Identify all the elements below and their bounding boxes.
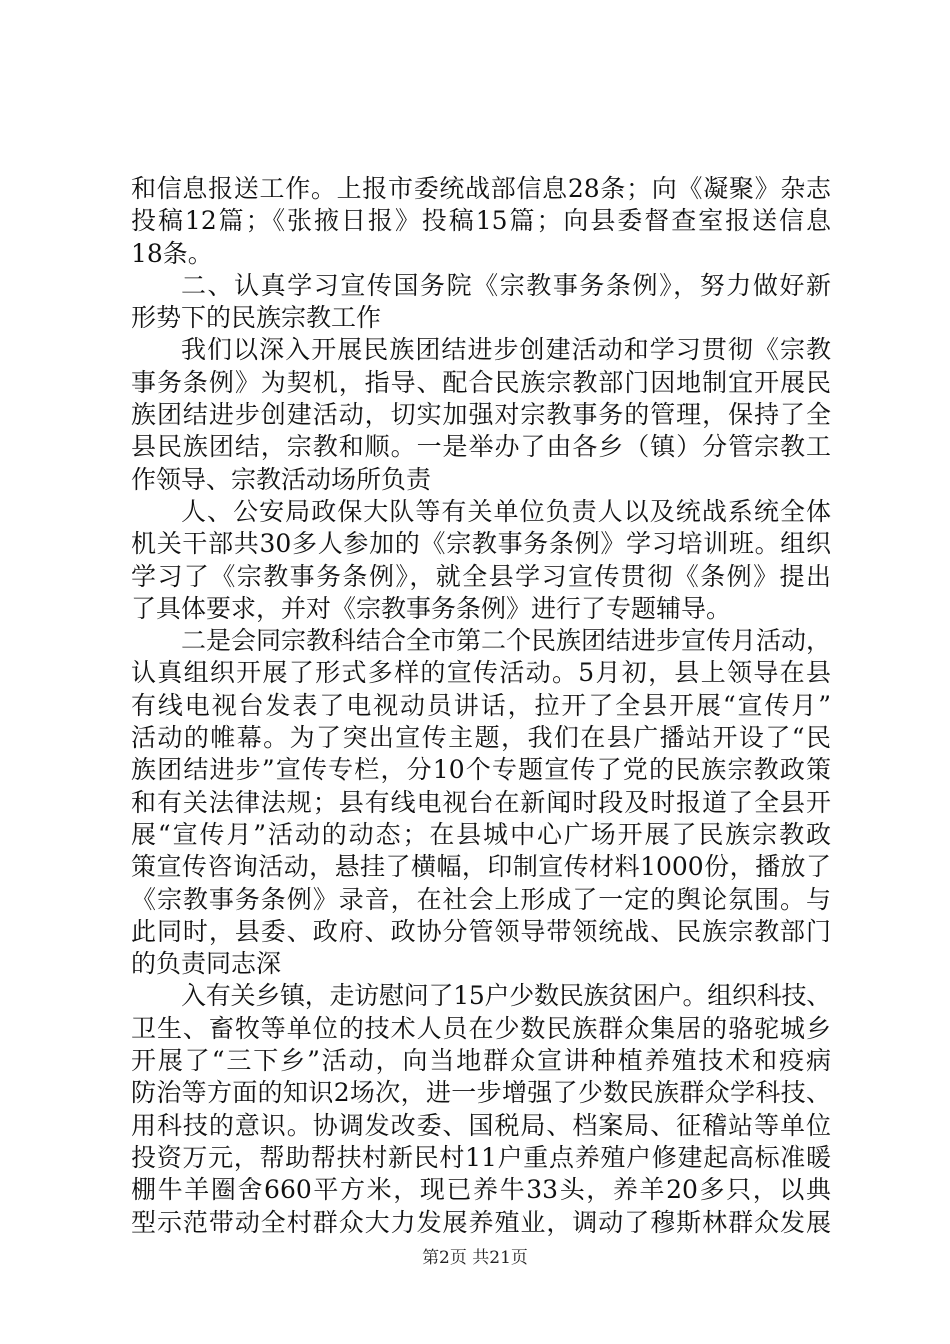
- text-line: 事务条例》为契机，指导、配合民族宗教部门因地制宜开展民: [131, 367, 831, 397]
- text-line: 活动的帷幕。为了突出宣传主题，我们在县广播站开设了“民: [131, 723, 831, 753]
- text-line: 防治等方面的知识2场次，进一步增强了少数民族群众学科技、: [131, 1078, 831, 1108]
- text-line: 入有关乡镇，走访慰问了15户少数民族贫困户。组织科技、: [181, 981, 831, 1011]
- page-footer: 第2页 共21页: [422, 1248, 528, 1268]
- text-line: 学习了《宗教事务条例》，就全县学习宣传贯彻《条例》提出: [131, 561, 831, 591]
- text-line: 和有关法律法规；县有线电视台在新闻时段及时报道了全县开: [131, 787, 831, 817]
- text-line: 认真组织开展了形式多样的宣传活动。5月初，县上领导在县: [131, 658, 831, 688]
- text-line: 策宣传咨询活动，悬挂了横幅，印制宣传材料1000份，播放了: [131, 852, 831, 882]
- text-line: 展“宣传月”活动的动态；在县城中心广场开展了民族宗教政: [131, 819, 831, 849]
- text-line: 和信息报送工作。上报市委统战部信息28条；向《凝聚》杂志: [131, 174, 831, 203]
- text-line: 投稿12篇；《张掖日报》投稿15篇；向县委督查室报送信息: [131, 206, 831, 236]
- text-line: 机关干部共30多人参加的《宗教事务条例》学习培训班。组织: [131, 529, 831, 559]
- text-line: 此同时，县委、政府、政协分管领导带领统战、民族宗教部门: [131, 916, 831, 946]
- text-line: 投资万元，帮助帮扶村新民村11户重点养殖户修建起高标准暖: [131, 1142, 831, 1172]
- text-line: 二是会同宗教科结合全市第二个民族团结进步宣传月活动，: [181, 626, 832, 656]
- text-line: 的负责同志深: [131, 949, 282, 979]
- text-line: 了具体要求，并对《宗教事务条例》进行了专题辅导。: [131, 593, 732, 623]
- text-line: 我们以深入开展民族团结进步创建活动和学习贯彻《宗教: [181, 335, 831, 365]
- text-line: 族团结进步”宣传专栏，分10个专题宣传了党的民族宗教政策: [131, 755, 831, 785]
- text-line: 人、公安局政保大队等有关单位负责人以及统战系统全体: [181, 496, 831, 526]
- text-line: 作领导、宗教活动场所负责: [131, 464, 432, 494]
- text-line: 型示范带动全村群众大力发展养殖业，调动了穆斯林群众发展: [131, 1207, 831, 1237]
- text-line: 用科技的意识。协调发改委、国税局、档案局、征稽站等单位: [131, 1110, 831, 1140]
- text-line: 卫生、畜牧等单位的技术人员在少数民族群众集居的骆驼城乡: [131, 1013, 831, 1043]
- document-body: [131, 173, 831, 1239]
- text-line: 18条。: [131, 238, 213, 268]
- text-line: 开展了“三下乡”活动，向当地群众宣讲种植养殖技术和疫病: [131, 1046, 831, 1076]
- text-line: 县民族团结，宗教和顺。一是举办了由各乡（镇）分管宗教工: [131, 432, 831, 462]
- text-line: 形势下的民族宗教工作: [131, 303, 382, 333]
- text-line: 族团结进步创建活动，切实加强对宗教事务的管理，保持了全: [131, 400, 831, 430]
- text-line: 二、认真学习宣传国务院《宗教事务条例》，努力做好新: [181, 270, 831, 300]
- text-line: 《宗教事务条例》录音，在社会上形成了一定的舆论氛围。与: [131, 884, 831, 914]
- text-line: 棚牛羊圈舍660平方米，现已养牛33头，养羊20多只，以典: [131, 1175, 831, 1205]
- text-line: 有线电视台发表了电视动员讲话，拉开了全县开展“宣传月”: [131, 690, 831, 720]
